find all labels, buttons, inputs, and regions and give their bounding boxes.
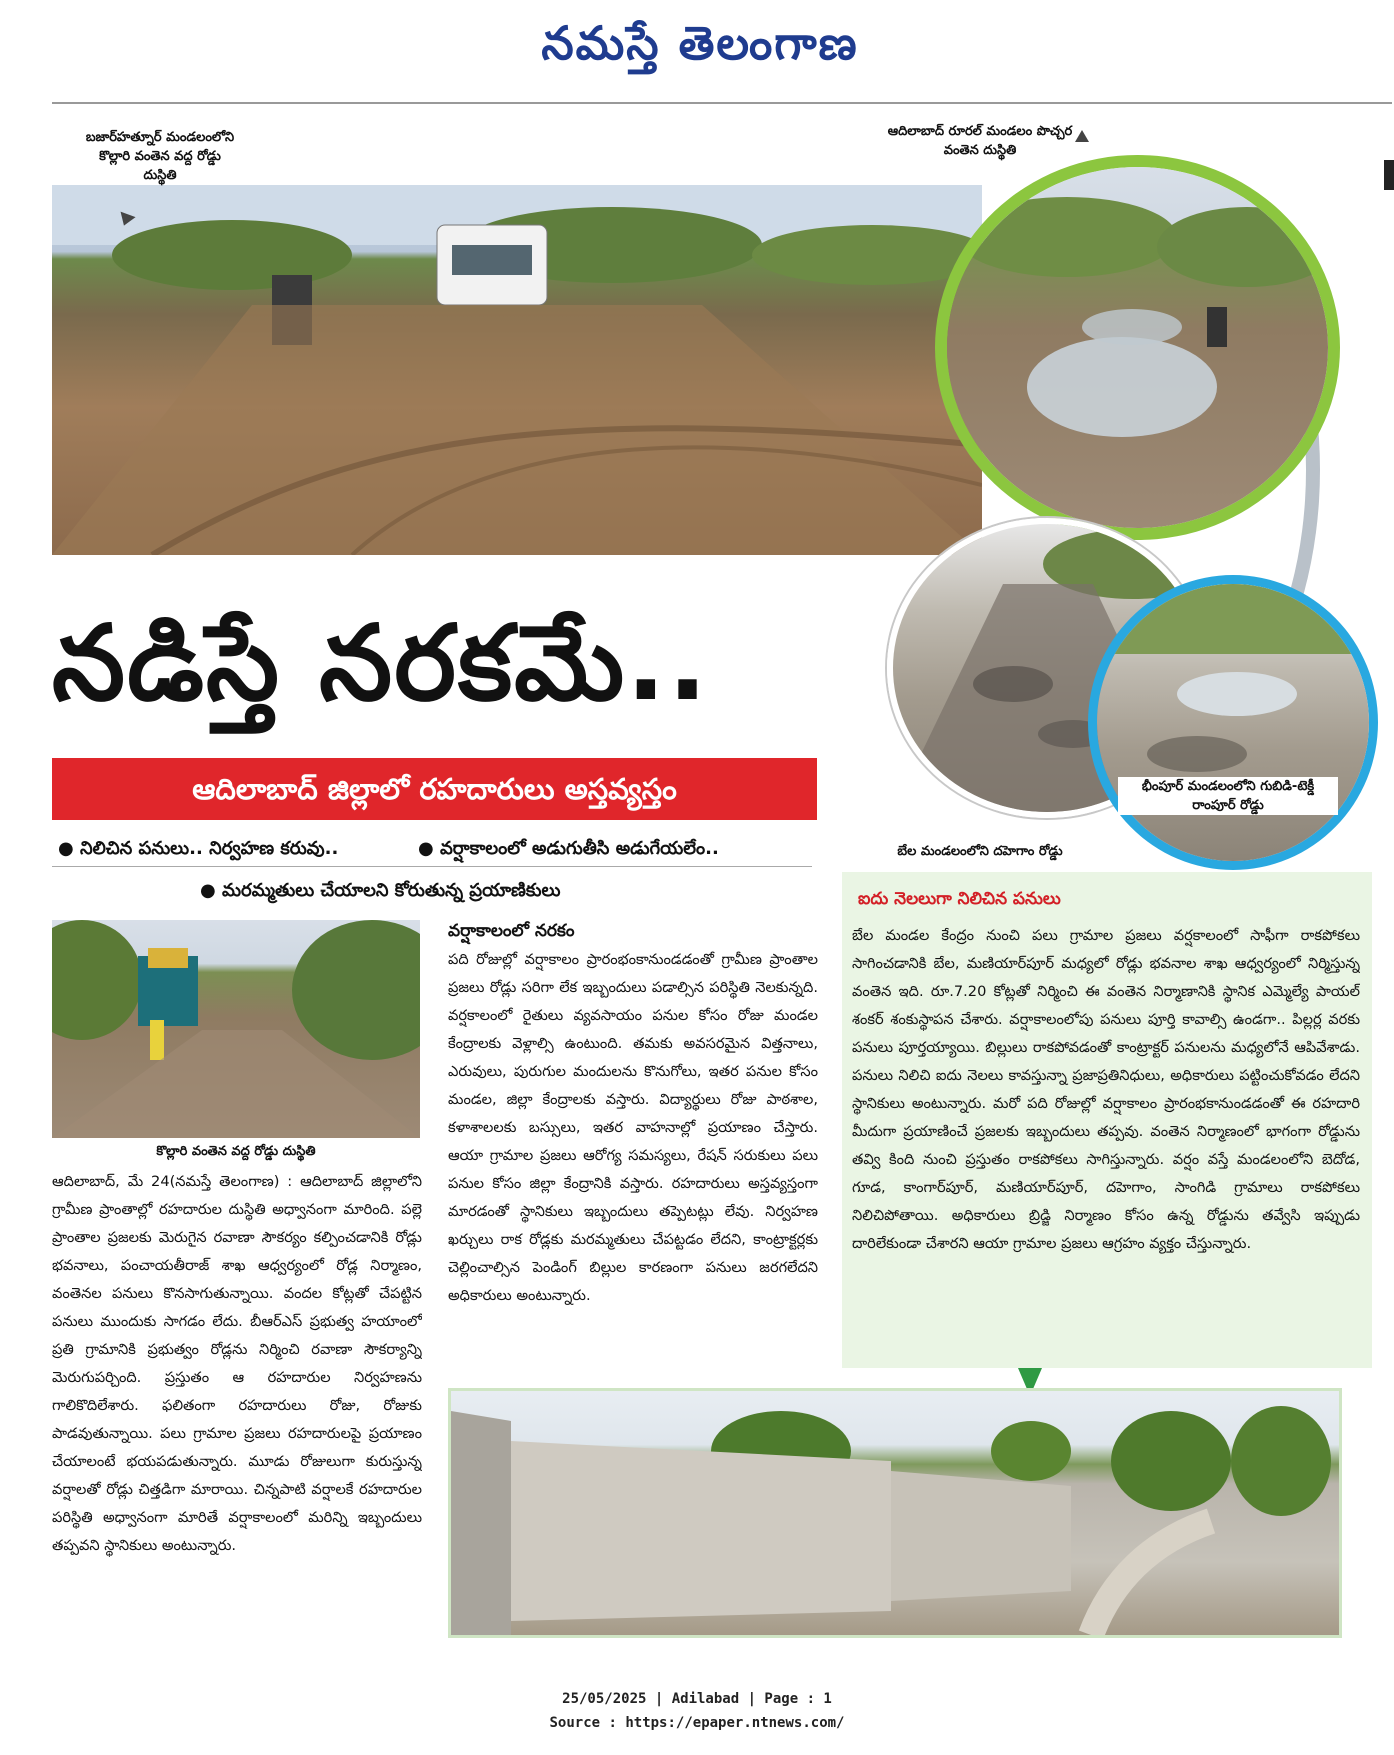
caption-bazarhatnoor: బజార్‌హత్నూర్ మండలంలోని కొల్లారి వంతెన వద్ద రోడ్డు దుస్థితి bbox=[85, 130, 235, 183]
caption-bhimpur: భీంపూర్ మండలంలోని గుబిడి-టెక్డీ రాంపూర్ రోడ్డు bbox=[1118, 777, 1338, 815]
subheadline-bar: ఆదిలాబాద్ జిల్లాలో రహదారులు అస్తవ్యస్తం bbox=[52, 758, 817, 820]
caption-pochara: ఆదిలాబాద్ రూరల్ మండలం పొచ్చర వంతెన దుస్థితి bbox=[887, 124, 1073, 158]
sidebar-text: బేల మండల కేంద్రం నుంచి పలు గ్రామాల ప్రజలు వర్షకాలంలో సాఫీగా రాకపోకలు సాగించడానికి బేల, మణియార్‌పూర్ మధ్యలో రోడ్లు భవనాల శాఖ ఆధ్వర్యంలో నిర్మిస్తున్న వంతెన ఇది. రూ.7.20 కోట్లతో నిర్మించి ఈ వంతెన నిర్మాణానికి స్థానిక ఎమ్మెల్యే పాయల్ శంకర్ శంకుస్థాపన చేశారు. వర్షాకాలంలోపు పనులు పూర్తి కావాల్సి ఉండగా.. పిల్లర్ల వరకు పనులు పూర్తయ్యాయి. బిల్లులు రాకపోవడంతో కాంట్రాక్టర్ పనులను మధ్యలోనే ఆపివేశాడు. పనులు నిలిచి ఐదు నెలలు కావస్తున్నా ప్రజాప్రతినిధులు, అధికారులు పట్టించుకోవడం లేదని స్థానికులు అంటున్నారు. మరో పది రోజుల్లో వర్షాకాలం ప్రారంభకానుండడంతో ఈ రహదారి మీదుగా ప్రయాణించే ప్రజలకు ఇబ్బందులు తప్పవు. వంతెన నిర్మాణంలో భాగంగా రోడ్డును తవ్వి కింది నుంచి ప్రస్తుతం రాకపోకలు సాగిస్తున్నారు. వర్షం వస్తే మండలంలోని బెదోడ, గూడ, కాంగార్‌పూర్, మణియార్‌పూర్, దహెగాం, సాంగిడి గ్రామాలు రాకపోకలు నిలిచిపోతాయి. అధికారులు బ్రిడ్జి నిర్మాణం కోసం ఉన్న రోడ్డును తవ్వేసి ఇప్పుడు దారిలేకుండా చేశారని ఆయా గ్రామాల ప్రజలు ఆగ్రహం వ్యక్తం చేస్తున్నారు. bbox=[852, 927, 1360, 1252]
masthead-logo: నమస్తే తెలంగాణ bbox=[541, 16, 859, 70]
bullet-dot: ● bbox=[58, 838, 80, 859]
photo-pochara-bridge bbox=[935, 155, 1340, 540]
caption-bela: బేల మండలంలోని దహెగాం రోడ్డు bbox=[897, 844, 1063, 859]
masthead-rule bbox=[52, 102, 1392, 104]
photo-bela-bridge bbox=[448, 1388, 1342, 1638]
article-col2: పది రోజుల్లో వర్షాకాలం ప్రారంభంకానుండడంతో గ్రామీణ ప్రాంతాల ప్రజలు రోడ్లు సరిగా లేక ఇబ్బందులు పడాల్సిన పరిస్థితి నెలకున్నది. వర్షకాలంలో రైతులు వ్యవసాయం పనుల కోసం రోజు మండల కేంద్రాలకు వెళ్లాల్సి ఉంటుంది. తమకు అవసరమైన విత్తనాలు, ఎరువులు, పురుగుల మందులను కొనుగోలు, ఇతర పనుల కోసం మండల, జిల్లా కేంద్రాలకు వస్తారు. విద్యార్థులు రోజు పాఠశాల, కళాశాలలకు బస్సులు, ఇతర వాహనాల్లో ప్రయాణం చేస్తారు. ఆయా గ్రామాల ప్రజలు ఆరోగ్య సమస్యలు, రేషన్ సరుకులు పలు పనుల కోసం జిల్లా కేంద్రానికి వస్తారు. రహదారులు అస్తవ్యస్తంగా మారడంతో స్థానికులు ఇబ్బందులు తప్పెటట్లు లేవు. నిర్వహణ ఖర్చులు రాక రోడ్లకు మరమ్మతులు చేపట్టడం లేదని, కాంట్రాక్టర్లకు చెల్లించాల్సిన పెండింగ్ బిల్లుల కారణంగా పనులు జరగలేదని అధికారులు అంటున్నారు. bbox=[448, 951, 818, 1304]
bullet-dot: ● bbox=[200, 880, 222, 901]
footer-line-2: Source : https://epaper.ntnews.com/ bbox=[549, 1715, 845, 1731]
bullet-2 bbox=[418, 836, 719, 862]
bullet-3 bbox=[200, 878, 561, 904]
caption-pointer-arrow-right bbox=[1075, 130, 1089, 142]
bullet-2-text: వర్షాకాలంలో అడుగుతీసి అడుగేయలేం.. bbox=[439, 838, 719, 859]
bullet-dot: ● bbox=[418, 838, 440, 859]
sidebar-heading: ఐదు నెలలుగా నిలిచిన పనులు bbox=[858, 889, 1061, 909]
photo-muddy-road bbox=[52, 185, 982, 555]
photo-kollari-road bbox=[52, 920, 420, 1138]
bullet-divider bbox=[52, 866, 812, 867]
caption-kollari: కొల్లారి వంతెన వద్ద రోడ్డు దుస్థితి bbox=[156, 1144, 316, 1159]
photo-bhimpur-road bbox=[1088, 575, 1378, 870]
headline: నడిస్తే నరకమే.. bbox=[52, 602, 710, 724]
bullet-3-text: మరమ్మతులు చేయాలని కోరుతున్న ప్రయాణికులు bbox=[221, 880, 561, 901]
bullet-1-text: నిలిచిన పనులు.. నిర్వహణ కరువు.. bbox=[79, 838, 339, 859]
bullet-1 bbox=[58, 836, 338, 862]
article-col1: ఆదిలాబాద్, మే 24(నమస్తే తెలంగాణ) : ఆదిలాబాద్ జిల్లాలోని గ్రామీణ ప్రాంతాల్లో రహదారుల దుస్థితి అధ్వానంగా మారింది. పల్లె ప్రాంతాల ప్రజలకు మెరుగైన రవాణా సౌకర్యం కల్పించడానికి రోడ్లు భవనాలు, పంచాయతీరాజ్ శాఖ ఆధ్వర్యంలో రోడ్ల నిర్మాణం, వంతెనల పనులు కొనసాగుతున్నాయి. వందల కోట్లతో చేపట్టిన పనులు ముందుకు సాగడం లేదు. బీఆర్‌ఎస్ ప్రభుత్వ హయాంలో ప్రతి గ్రామానికి ప్రభుత్వం రోడ్లను నిర్మించి రవాణా సౌకర్యాన్ని మెరుగుపర్చింది. ప్రస్తుతం ఆ రహదారుల నిర్వహణను గాలికొదిలేశారు. ఫలితంగా రహదారులు రోజు, రోజుకు పాడవుతున్నాయి. పలు గ్రామాల ప్రజలు రహదారులపై ప్రయాణం చేయాలంటే భయపడుతున్నారు. మూడు రోజులుగా కురుస్తున్న వర్షాలతో రోడ్లు చిత్తడిగా మారాయి. చిన్నపాటి వర్షాలకే రహదారుల పరిస్థితి అధ్వానంగా మారితే వర్షాకాలంలో మరిన్ని ఇబ్బందులు తప్పవని స్థానికులు అంటున్నారు. bbox=[52, 1173, 422, 1554]
footer-line-1: 25/05/2025 | Adilabad | Page : 1 bbox=[562, 1691, 832, 1707]
edge-fragment bbox=[1384, 160, 1394, 190]
col2-heading: వర్షాకాలంలో నరకం bbox=[448, 921, 575, 941]
